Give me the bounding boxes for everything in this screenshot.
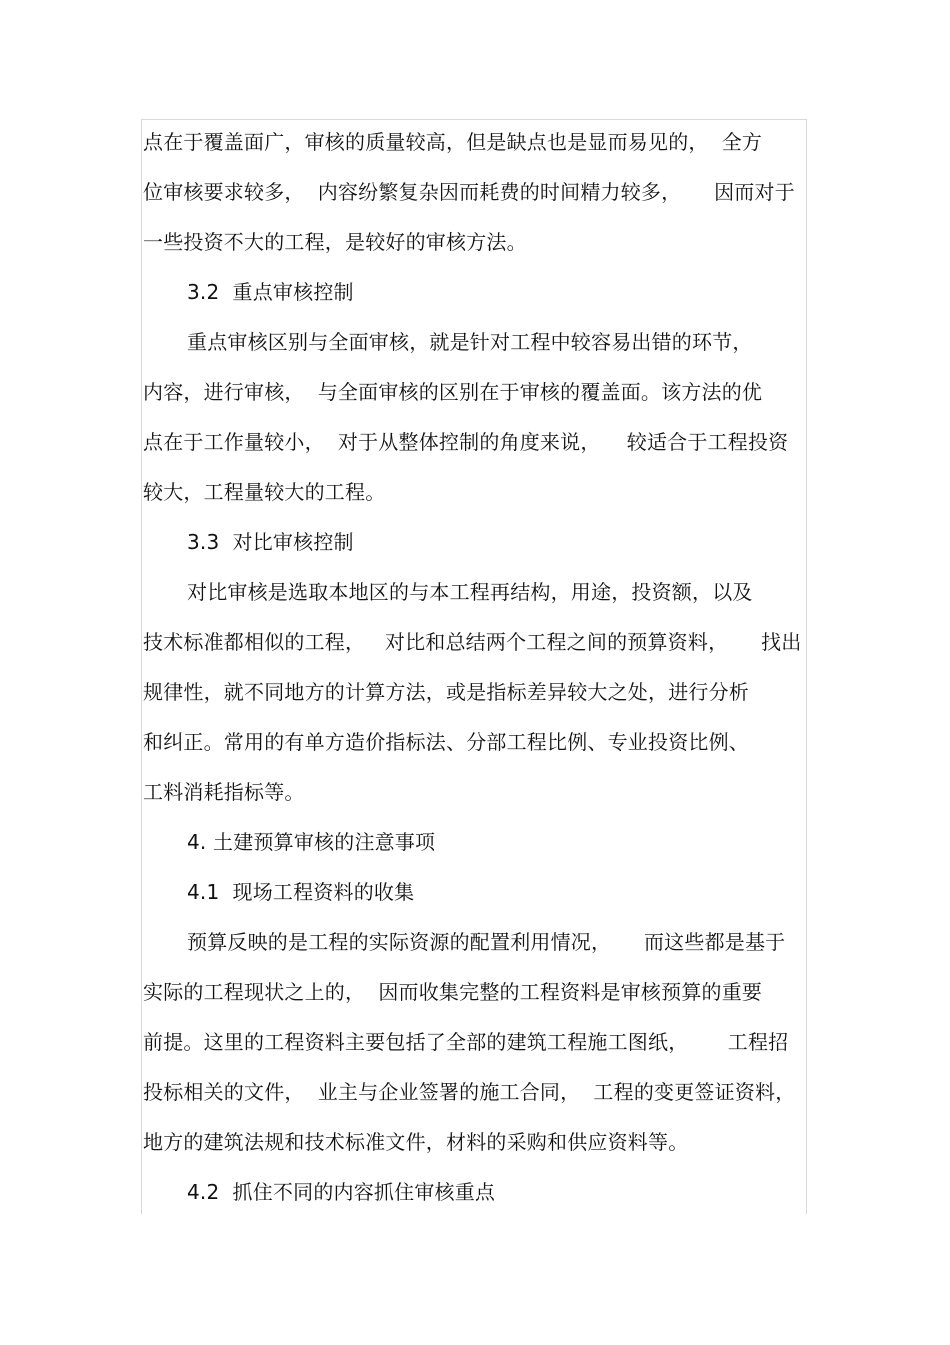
section-heading-4-2: 4.2 抓住不同的内容抓住审核重点	[187, 1180, 496, 1204]
section-heading-4: 4. 土建预算审核的注意事项	[187, 830, 436, 854]
text-line: 位审核要求较多， 内容纷繁复杂因而耗费的时间精力较多， 因而对于	[143, 180, 795, 204]
text-line: 点在于覆盖面广，审核的质量较高，但是缺点也是显而易见的， 全方	[143, 130, 763, 154]
text-line: 规律性，就不同地方的计算方法，或是指标差异较大之处，进行分析	[143, 680, 749, 704]
section-heading-4-1: 4.1 现场工程资料的收集	[187, 880, 415, 904]
text-line: 实际的工程现状之上的， 因而收集完整的工程资料是审核预算的重要	[143, 980, 763, 1004]
text-line: 地方的建筑法规和技术标准文件，材料的采购和供应资料等。	[143, 1130, 689, 1154]
text-line: 投标相关的文件， 业主与企业签署的施工合同， 工程的变更签证资料，	[143, 1080, 796, 1104]
text-line: 内容，进行审核， 与全面审核的区别在于审核的覆盖面。该方法的优	[143, 380, 763, 404]
text-line: 技术标准都相似的工程， 对比和总结两个工程之间的预算资料， 找出	[143, 630, 802, 654]
text-line: 点在于工作量较小， 对于从整体控制的角度来说， 较适合于工程投资	[143, 430, 789, 454]
text-line: 工料消耗指标等。	[143, 780, 305, 804]
paragraph-start: 预算反映的是工程的实际资源的配置利用情况， 而这些都是基于	[187, 930, 786, 954]
text-line: 较大，工程量较大的工程。	[143, 480, 386, 504]
text-line: 前提。这里的工程资料主要包括了全部的建筑工程施工图纸， 工程招	[143, 1030, 789, 1054]
text-line: 和纠正。常用的有单方造价指标法、分部工程比例、专业投资比例、	[143, 730, 749, 754]
paragraph-start: 对比审核是选取本地区的与本工程再结构，用途，投资额，以及	[187, 580, 753, 604]
text-line: 一些投资不大的工程，是较好的审核方法。	[143, 230, 527, 254]
paragraph-start: 重点审核区别与全面审核，就是针对工程中较容易出错的环节，	[187, 330, 753, 354]
section-heading-3-3: 3.3 对比审核控制	[187, 530, 354, 554]
section-heading-3-2: 3.2 重点审核控制	[187, 280, 354, 304]
document-body	[143, 124, 805, 1224]
